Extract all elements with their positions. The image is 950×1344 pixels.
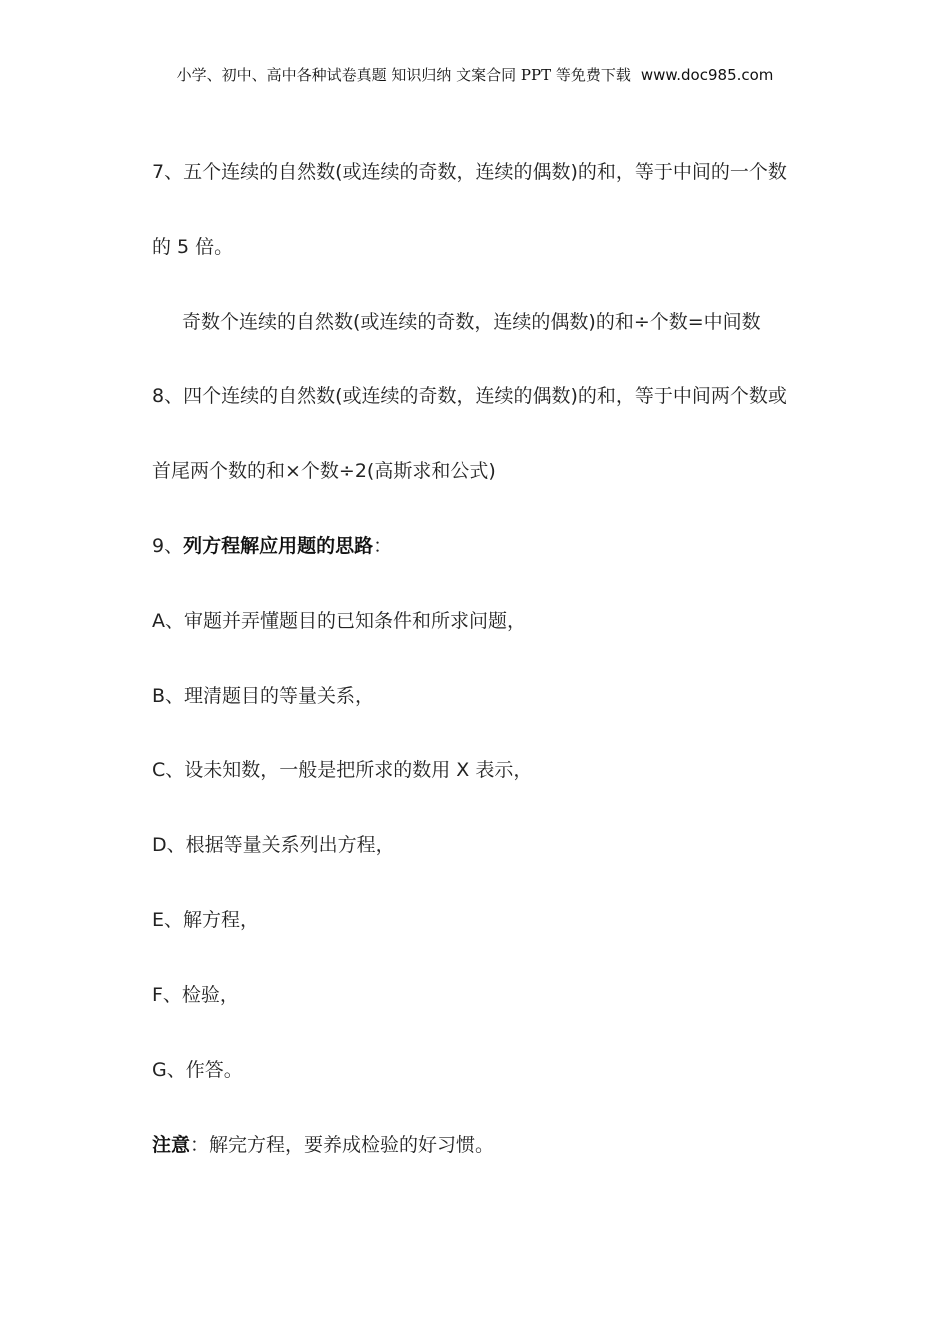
item7-formula: 奇数个连续的自然数(或连续的奇数，连续的偶数)的和÷个数=中间数	[182, 311, 761, 333]
item9-number: 9、	[152, 535, 184, 557]
note-label: 注意	[152, 1134, 191, 1156]
step-f: F、检验，	[152, 984, 239, 1006]
step-g: G、作答。	[152, 1059, 243, 1081]
item7-line1: 7、五个连续的自然数(或连续的奇数，连续的偶数)的和，等于中间的一个数	[152, 161, 787, 183]
item9-colon: ：	[373, 535, 393, 557]
item7-line2: 的 5 倍。	[152, 236, 234, 258]
item8-line2: 首尾两个数的和×个数÷2(高斯求和公式)	[152, 460, 496, 482]
step-a: A、审题并弄懂题目的已知条件和所求问题，	[152, 610, 526, 632]
note	[152, 1133, 494, 1157]
header-site-link[interactable]: www.doc985.com	[640, 66, 774, 84]
note-text: ：解完方程，要养成检验的好习惯。	[190, 1134, 495, 1156]
step-c: C、设未知数，一般是把所求的数用 X 表示，	[152, 759, 533, 781]
page-header	[0, 64, 950, 85]
step-e: E、解方程，	[152, 909, 260, 931]
header-text: 小学、初中、高中各种试卷真题 知识归纳 文案合同 PPT 等免费下载	[176, 66, 631, 84]
item9-title: 列方程解应用题的思路	[183, 535, 374, 557]
item9-heading	[152, 534, 392, 558]
step-d: D、根据等量关系列出方程，	[152, 834, 395, 856]
item8-line1: 8、四个连续的自然数(或连续的奇数，连续的偶数)的和，等于中间两个数或	[152, 385, 787, 407]
step-b: B、理清题目的等量关系，	[152, 685, 375, 707]
